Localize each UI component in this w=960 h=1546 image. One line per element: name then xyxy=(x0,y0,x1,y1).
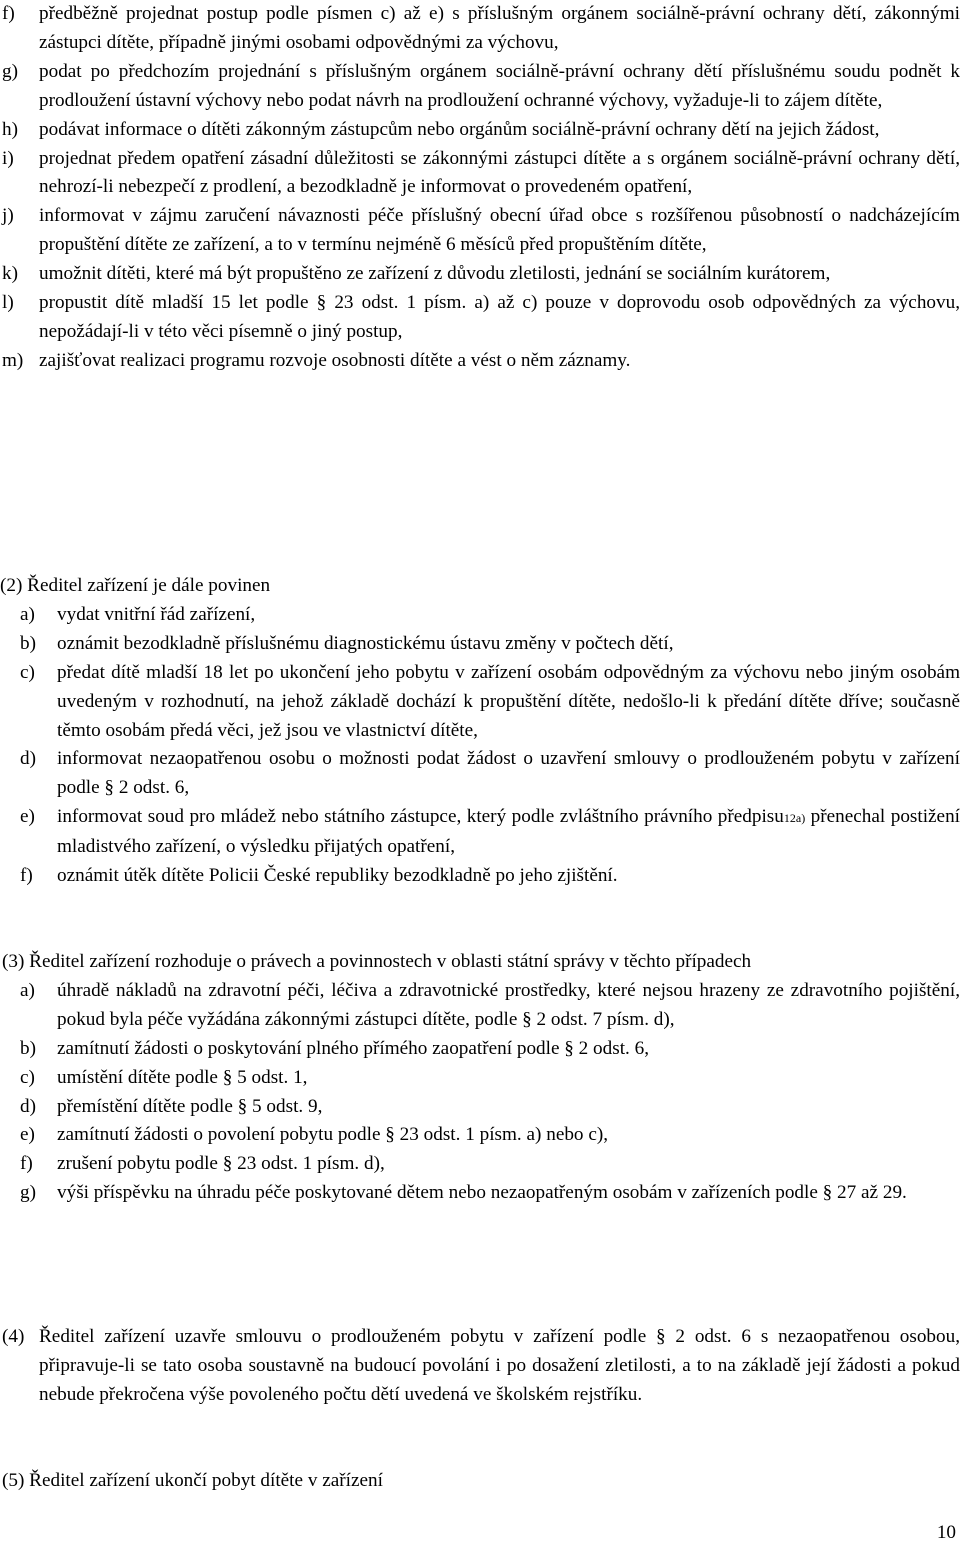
list-item-e xyxy=(0,803,960,862)
page-number: 10 xyxy=(936,1522,956,1543)
list-label: k) xyxy=(2,263,18,285)
list-label: g) xyxy=(20,1182,36,1204)
list-text: oznámit útěk dítěte Policii České republiky bezodkladně po jeho zjištění. xyxy=(57,865,618,887)
list-item-l xyxy=(0,289,960,347)
list-label: f) xyxy=(2,3,15,24)
list-label: f) xyxy=(20,1153,33,1175)
list-label: f) xyxy=(20,865,33,887)
list-text: projednat předem opatření zásadní důležitosti se zákonnými zástupci dítěte a s orgánem sociálně-právní ochrany dětí, nehrozí-li nebezpečí z prodlení, a bezodkladně je informovat o provedeném opatření, xyxy=(39,147,960,198)
list-label: b) xyxy=(20,632,36,654)
list-item-j xyxy=(0,202,960,260)
list-item-f xyxy=(0,862,960,891)
list-item-m xyxy=(0,347,960,376)
list-label: d) xyxy=(20,748,36,770)
list-item-f xyxy=(0,0,960,58)
list-item-f xyxy=(0,1150,960,1179)
section-heading xyxy=(0,948,960,977)
list-item-b xyxy=(0,630,960,659)
list-item-c xyxy=(0,1064,960,1093)
section-text: Ředitel zařízení uzavře smlouvu o prodlouženém pobytu v zařízení podle § 2 odst. 6 s nezaopatřenou osobou, připravuje-li se tato osoba soustavně na budoucí povolání i po dosažení zletilosti, a to na základě její žádosti a pokud nebude překročena výše povoleného počtu dětí uvedená ve školském rejstříku. xyxy=(39,1326,960,1405)
list-label: b) xyxy=(20,1037,36,1059)
section-heading: (5) Ředitel zařízení ukončí pobyt dítěte v zařízení xyxy=(2,1470,383,1491)
list-item-b xyxy=(0,1035,960,1064)
list-text: informovat nezaopatřenou osobu o možnosti podat žádost o uzavření smlouvy o prodlouženém pobytu v zařízení podle § 2 odst. 6, xyxy=(57,748,960,799)
list-text: umožnit dítěti, které má být propuštěno ze zařízení z důvodu zletilosti, jednání se sociálním kurátorem, xyxy=(39,263,831,285)
list-text: podávat informace o dítěti zákonným zástupcům nebo orgánům sociálně-právní ochrany dětí na jejich žádost, xyxy=(39,118,880,140)
footnote-reference: 12a) xyxy=(783,811,806,826)
list-text: zrušení pobytu podle § 23 odst. 1 písm. d), xyxy=(57,1153,385,1175)
list-label: h) xyxy=(2,118,18,140)
list-item-a xyxy=(0,977,960,1035)
list-item-d xyxy=(0,745,960,803)
list-text: předběžně projednat postup podle písmen c) až e) s příslušným orgánem sociálně-právní ochrany dětí, zákonnými zástupci dítěte, případně jinými osobami odpovědnými za výchovu, xyxy=(39,3,960,53)
list-text xyxy=(57,803,960,862)
list-label: g) xyxy=(2,60,18,82)
text-part: informovat soud pro mládež nebo státního zástupce, který podle zvláštního právního předpisu xyxy=(57,806,784,828)
list-item-c xyxy=(0,659,960,746)
section-2 xyxy=(0,572,960,891)
list-text: umístění dítěte podle § 5 odst. 1, xyxy=(57,1066,308,1088)
section-heading: (2) Ředitel zařízení je dále povinen xyxy=(0,575,271,596)
section-label: (4) xyxy=(2,1326,25,1347)
list-text: propustit dítě mladší 15 let podle § 23 odst. 1 písm. a) až c) pouze v doprovodu osob odpovědných za výchovu, nepožádají-li v této věci písemně o jiný postup, xyxy=(39,292,960,342)
list-label: c) xyxy=(20,661,35,683)
list-label: i) xyxy=(2,147,14,169)
continued-list xyxy=(0,0,960,376)
list-text: přemístění dítěte podle § 5 odst. 9, xyxy=(57,1095,323,1117)
list-label: m) xyxy=(2,349,24,371)
list-item-e xyxy=(0,1121,960,1150)
list-label: c) xyxy=(20,1066,35,1088)
list-label: d) xyxy=(20,1095,36,1117)
list-text: vydat vnitřní řád zařízení, xyxy=(57,603,256,625)
list-text: podat po předchozím projednání s příslušným orgánem sociálně-právní ochrany dětí příslušnému soudu podnět k prodloužení ústavní výchovy nebo podat návrh na prodloužení ochranné výchovy, vyžaduje-li to zájem dítěte, xyxy=(39,60,960,111)
list-text: výši příspěvku na úhradu péče poskytované dětem nebo nezaopatřeným osobám v zařízeních podle § 27 až 29. xyxy=(57,1182,907,1204)
list-text: zamítnutí žádosti o poskytování plného přímého zaopatření podle § 2 odst. 6, xyxy=(57,1037,650,1059)
list-text: úhradě nákladů na zdravotní péči, léčiva a zdravotnické prostředky, které nejsou hrazeny ze zdravotního pojištění, pokud byla péče vyžádána zákonnými zástupci dítěte, podle § 2 odst. 7 písm. d), xyxy=(57,979,960,1030)
section-paragraph xyxy=(0,1323,960,1410)
section-heading-text: (3) Ředitel zařízení rozhoduje o právech a povinnostech v oblasti státní správy v těchto případech xyxy=(2,951,752,972)
list-item-i xyxy=(0,145,960,203)
section-4 xyxy=(0,1323,960,1410)
list-text: předat dítě mladší 18 let po ukončení jeho pobytu v zařízení osobám odpovědným za výchovu nebo jiným osobám uvedeným v rozhodnutí, na jehož základě dochází k propuštění dítěte, nedošlo-li k předání dítěte dříve; současně těmto osobám předá věci, jež jsou ve vlastnictví dítěte, xyxy=(57,661,960,741)
list-label: l) xyxy=(2,292,14,314)
list-label: e) xyxy=(20,806,35,828)
list-label: j) xyxy=(2,205,14,227)
text-part: přenechal postižení mladistvého zařízení, o výsledku přijatých opatření, xyxy=(57,806,960,858)
list-item-h xyxy=(0,116,960,145)
list-text: oznámit bezodkladně příslušnému diagnostickému ústavu změny v počtech dětí, xyxy=(57,632,674,654)
list-item-g xyxy=(0,1179,960,1208)
list-item-g xyxy=(0,58,960,116)
list-item-a xyxy=(0,601,960,630)
list-label: a) xyxy=(20,603,35,625)
list-label: e) xyxy=(20,1124,35,1146)
list-item-d xyxy=(0,1093,960,1122)
section-3 xyxy=(0,948,960,1208)
list-text: zamítnutí žádosti o povolení pobytu podle § 23 odst. 1 písm. a) nebo c), xyxy=(57,1124,609,1146)
list-item-k xyxy=(0,260,960,289)
list-text: informovat v zájmu zaručení návaznosti péče příslušný obecní úřad obce s rozšířenou působností o nadcházejícím propuštění dítěte ze zařízení, a to v termínu nejméně 6 měsíců před propuštěním dítěte, xyxy=(39,205,960,256)
section-5 xyxy=(0,1467,960,1496)
list-label: a) xyxy=(20,979,35,1001)
list-text: zajišťovat realizaci programu rozvoje osobnosti dítěte a vést o něm záznamy. xyxy=(39,349,631,371)
